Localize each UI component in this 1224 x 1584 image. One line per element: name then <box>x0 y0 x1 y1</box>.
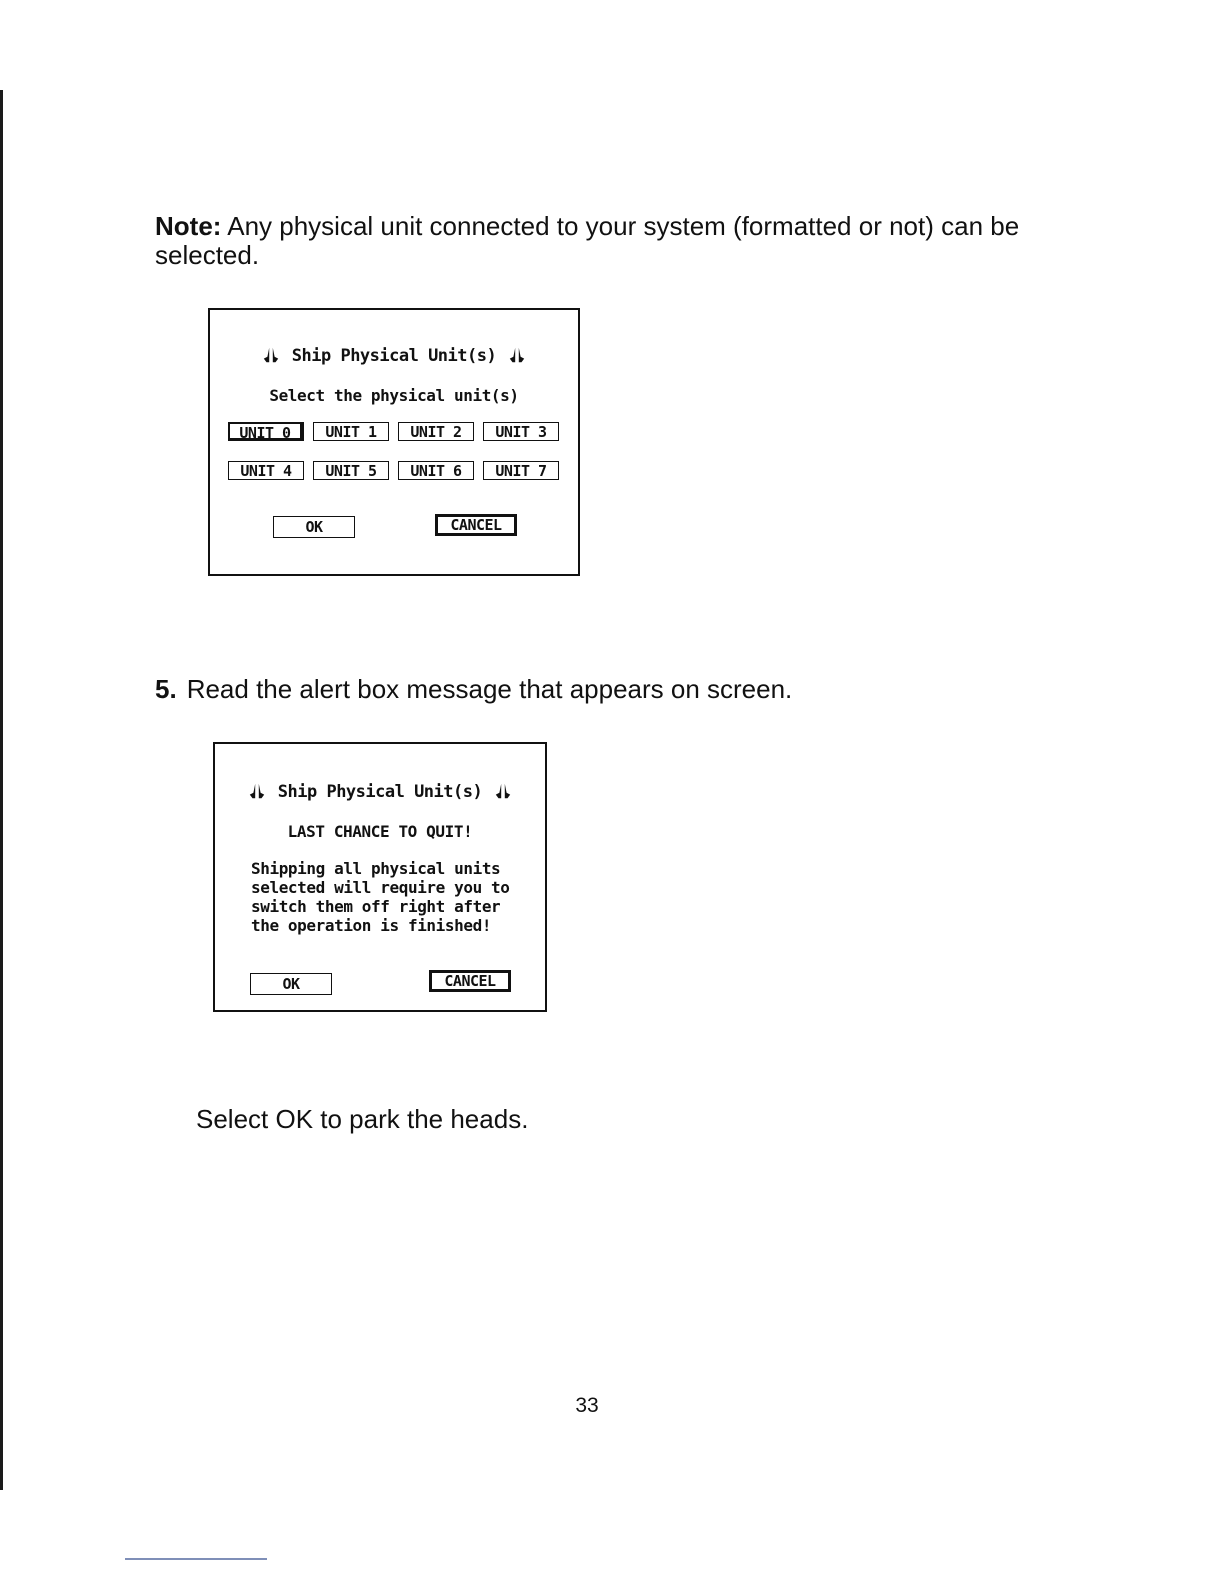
dialog-title-text: Ship Physical Unit(s) <box>291 346 497 366</box>
binding-edge <box>0 90 3 1490</box>
divider <box>125 1558 267 1560</box>
ok-button[interactable]: OK <box>273 516 355 538</box>
dialog-title-text: Ship Physical Unit(s) <box>277 782 483 802</box>
unit-3-button[interactable]: UNIT 3 <box>483 422 559 441</box>
closing-instruction: Select OK to park the heads. <box>196 1104 529 1134</box>
unit-2-button[interactable]: UNIT 2 <box>398 422 474 441</box>
step-number: 5. <box>155 674 177 704</box>
atari-logo-icon <box>508 346 526 364</box>
note-paragraph <box>155 212 1055 270</box>
unit-7-button[interactable]: UNIT 7 <box>483 461 559 480</box>
unit-5-button[interactable]: UNIT 5 <box>313 461 389 480</box>
page-number: 33 <box>575 1394 599 1417</box>
alert-message: Shipping all physical units selected will require you to switch them off right after the operation is finished! <box>251 859 510 935</box>
atari-logo-icon <box>262 346 280 364</box>
atari-logo-icon <box>248 782 266 800</box>
cancel-button[interactable]: CANCEL <box>435 514 517 536</box>
unit-6-button[interactable]: UNIT 6 <box>398 461 474 480</box>
unit-select-dialog <box>208 308 580 576</box>
alert-warning: LAST CHANCE TO QUIT! <box>287 822 473 841</box>
atari-logo-icon <box>494 782 512 800</box>
step-5 <box>155 674 792 704</box>
dialog-title <box>215 782 545 802</box>
dialog-title <box>210 346 578 366</box>
note-text: Any physical unit connected to your system (formatted or not) can be selected. <box>155 211 1020 270</box>
unit-1-button[interactable]: UNIT 1 <box>313 422 389 441</box>
note-label: Note: <box>155 211 222 241</box>
unit-0-button[interactable]: UNIT 0 <box>228 422 304 441</box>
cancel-button[interactable]: CANCEL <box>429 970 511 992</box>
step-text: Read the alert box message that appears on screen. <box>186 674 793 704</box>
alert-dialog <box>213 742 547 1012</box>
ok-button[interactable]: OK <box>250 973 332 995</box>
unit-4-button[interactable]: UNIT 4 <box>228 461 304 480</box>
dialog-prompt: Select the physical unit(s) <box>269 386 519 405</box>
